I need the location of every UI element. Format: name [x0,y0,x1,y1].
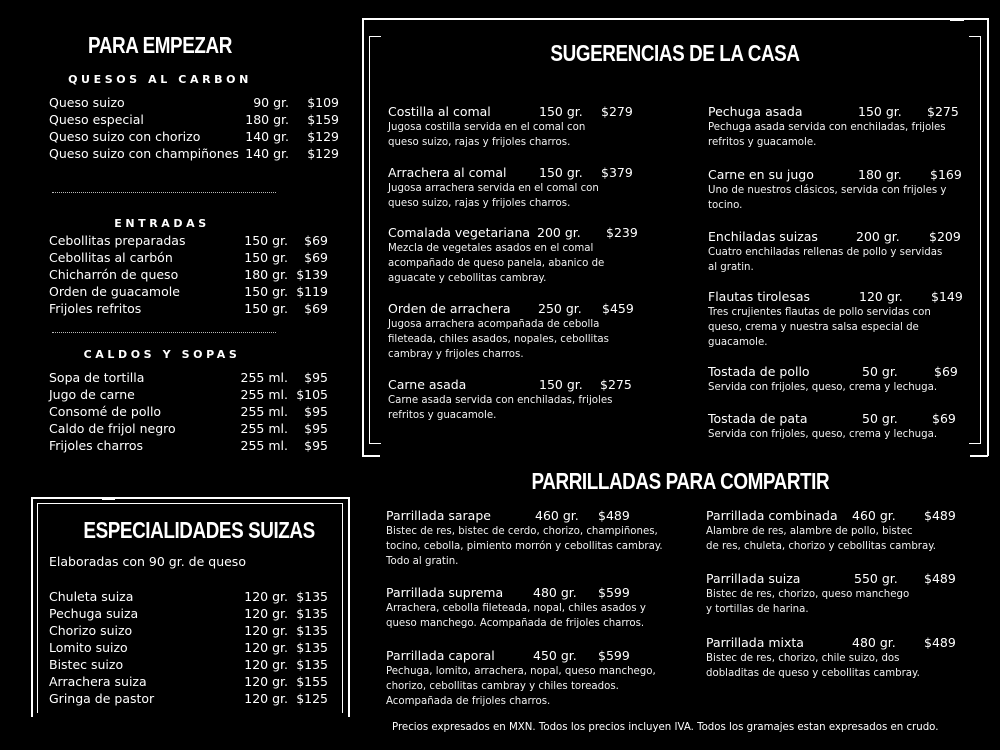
dish-item [706,635,976,681]
dish-price: $489 [598,508,630,523]
quesos-heading: QUESOS AL CARBON [68,73,252,86]
dish-item [706,571,976,617]
menu-row [49,284,328,301]
item-name: Queso especial [49,112,144,127]
parrilladas-title: PARRILLADAS PARA COMPARTIR [531,468,830,494]
dish-item [708,289,968,350]
dish-price: $279 [601,104,633,119]
dish-qty: 450 gr. [533,648,577,663]
item-qty: 150 gr. [244,250,288,265]
item-name: Queso suizo [49,95,125,110]
dish-desc-line: al gratin. [708,262,754,273]
dish-desc-line: Servida con frijoles, queso, crema y lechuga. [708,429,938,440]
dish-name: Carne asada [388,377,467,392]
dish-desc-line: Arrachera, cebolla fileteada, nopal, chiles asados y [386,603,646,614]
menu-row [49,589,328,606]
item-price: $125 [296,691,328,706]
dish-desc-line: Mezcla de vegetales asados en el comal [388,243,594,254]
dish-qty: 460 gr. [852,508,896,523]
dish-desc-line: Alambre de res, alambre de pollo, bistec [706,526,913,537]
item-name: Caldo de frijol negro [49,421,176,436]
dish-desc-line: chorizo, cebollitas cambray y chiles toreados. [386,681,619,692]
dish-price: $599 [598,648,630,663]
item-qty: 140 gr. [245,146,289,161]
dish-qty: 250 gr. [538,301,582,316]
dish-item [386,648,686,709]
item-qty: 255 ml. [240,370,288,385]
item-name: Cebollitas al carbón [49,250,173,265]
item-price: $155 [296,674,328,689]
dotted-divider [52,332,276,333]
dish-desc-line: aguacate y cebollitas cambray. [388,273,547,284]
dish-item [388,225,688,286]
item-qty: 120 gr. [244,674,288,689]
dish-qty: 480 gr. [852,635,896,650]
item-qty: 120 gr. [244,657,288,672]
menu-row [49,370,328,387]
dish-price: $69 [934,364,958,379]
dish-desc-line: Bistec de res, chorizo, chile suizo, dos [706,653,900,664]
item-name: Chorizo suizo [49,623,133,638]
item-qty: 150 gr. [244,284,288,299]
item-price: $139 [296,267,328,282]
dish-desc-line: refritos y guacamole. [708,137,817,148]
dish-price: $489 [924,508,956,523]
item-price: $129 [307,129,339,144]
dish-name: Tostada de pollo [708,364,810,379]
item-qty: 255 ml. [240,387,288,402]
menu-row [49,233,328,250]
item-name: Orden de guacamole [49,284,180,299]
empezar-title: PARA EMPEZAR [88,32,232,58]
dish-desc-line: refritos y guacamole. [388,410,497,421]
dish-desc-line: Tres crujientes flautas de pollo servidas con [708,307,931,318]
dish-item [386,508,686,569]
item-qty: 180 gr. [245,112,289,127]
dish-desc-line: Uno de nuestros clásicos, servida con frijoles y [708,185,947,196]
item-qty: 120 gr. [244,640,288,655]
item-price: $129 [307,146,339,161]
dish-item [708,104,968,150]
item-price: $95 [304,370,328,385]
dish-desc-line: Jugosa arrachera acompañada de cebolla [388,319,600,330]
item-price: $69 [304,250,328,265]
item-name: Cebollitas preparadas [49,233,186,248]
item-price: $135 [296,640,328,655]
dish-price: $379 [601,165,633,180]
dish-price: $149 [931,289,963,304]
dish-desc-line: fileteada, chiles asados, nopales, cebollitas [388,334,609,345]
item-name: Queso suizo con chorizo [49,129,201,144]
dish-desc-line: acompañado de queso panela, abanico de [388,258,605,269]
dish-name: Parrillada combinada [706,508,838,523]
menu-row [49,657,328,674]
item-price: $109 [307,95,339,110]
dish-price: $169 [930,167,962,182]
item-qty: 180 gr. [244,267,288,282]
dish-name: Parrillada caporal [386,648,495,663]
item-price: $135 [296,606,328,621]
dish-desc-line: guacamole. [708,337,768,348]
dish-item [708,167,968,213]
item-name: Arrachera suiza [49,674,147,689]
menu-row [49,691,328,708]
dish-price: $489 [924,571,956,586]
dish-name: Tostada de pata [708,411,808,426]
dish-price: $599 [598,585,630,600]
dish-qty: 150 gr. [539,104,583,119]
menu-row [49,301,328,318]
item-price: $95 [304,404,328,419]
dish-qty: 120 gr. [859,289,903,304]
menu-row [49,129,339,146]
dish-desc-line: Servida con frijoles, queso, crema y lechuga. [708,382,938,393]
item-price: $95 [304,421,328,436]
menu-row [49,438,328,455]
dish-desc-line: Jugosa arrachera servida en el comal con [388,183,599,194]
item-name: Gringa de pastor [49,691,155,706]
menu-row [49,674,328,691]
item-qty: 90 gr. [253,95,289,110]
dish-price: $275 [600,377,632,392]
item-name: Jugo de carne [49,387,135,402]
menu-row [49,250,328,267]
menu-row [49,623,328,640]
item-name: Queso suizo con champiñones [49,146,239,161]
item-price: $69 [304,233,328,248]
dish-price: $69 [932,411,956,426]
item-name: Consomé de pollo [49,404,162,419]
item-price: $95 [304,438,328,453]
dish-desc-line: Pechuga, lomito, arrachera, nopal, queso manchego, [386,666,656,677]
dish-qty: 150 gr. [858,104,902,119]
item-qty: 120 gr. [244,589,288,604]
menu-row [49,404,328,421]
dish-qty: 50 gr. [862,411,898,426]
dish-name: Parrillada suiza [706,571,801,586]
dish-desc-line: Acompañada de frijoles charros. [386,696,551,707]
dish-desc-line: tocino. [708,200,743,211]
dish-desc-line: queso manchego. Acompañada de frijoles charros. [386,618,645,629]
suizas-list [49,589,328,708]
item-name: Chicharrón de queso [49,267,179,282]
item-price: $105 [296,387,328,402]
dish-name: Parrillada suprema [386,585,504,600]
dish-desc-line: Bistec de res, chorizo, queso manchego [706,589,910,600]
item-qty: 150 gr. [244,233,288,248]
item-price: $69 [304,301,328,316]
dish-qty: 200 gr. [537,225,581,240]
dish-price: $209 [929,229,961,244]
dish-price: $239 [606,225,638,240]
dish-item [388,165,688,211]
dish-desc-line: de res, chuleta, chorizo y cebollitas cambray. [706,541,937,552]
dish-price: $459 [602,301,634,316]
suizas-subtitle: Elaboradas con 90 gr. de queso [49,554,246,569]
menu-row [49,640,328,657]
menu-row [49,606,328,623]
dish-item [388,301,688,362]
dish-name: Flautas tirolesas [708,289,811,304]
item-name: Chuleta suiza [49,589,134,604]
dish-item [708,229,968,275]
item-qty: 255 ml. [240,421,288,436]
dish-name: Parrillada sarape [386,508,491,523]
dish-name: Costilla al comal [388,104,491,119]
item-price: $159 [307,112,339,127]
dish-qty: 150 gr. [539,165,583,180]
dish-item [386,585,686,631]
dish-desc-line: y tortillas de harina. [706,604,809,615]
suizas-title: ESPECIALIDADES SUIZAS [83,517,315,543]
dish-desc-line: tocino, cebolla, pimiento morrón y cebollitas cambray. [386,541,663,552]
dish-qty: 200 gr. [856,229,900,244]
dish-name: Enchiladas suizas [708,229,818,244]
dish-desc-line: queso, crema y nuestra salsa especial de [708,322,919,333]
item-qty: 255 ml. [240,438,288,453]
dish-name: Orden de arrachera [388,301,511,316]
menu-row [49,267,328,284]
dotted-divider [52,192,276,193]
menu-row [49,421,328,438]
dish-desc-line: Todo al gratin. [386,556,459,567]
dish-name: Carne en su jugo [708,167,814,182]
item-qty: 150 gr. [244,301,288,316]
item-name: Frijoles charros [49,438,144,453]
dish-desc-line: Carne asada servida con enchiladas, frijoles [388,395,613,406]
dish-name: Comalada vegetariana [388,225,531,240]
dish-desc-line: Jugosa costilla servida en el comal con [388,122,586,133]
entradas-list [49,233,328,318]
item-name: Bistec suizo [49,657,124,672]
menu-row [49,387,328,404]
item-qty: 120 gr. [244,691,288,706]
dish-desc-line: queso suizo, rajas y frijoles charros. [388,137,571,148]
sugerencias-title: SUGERENCIAS DE LA CASA [550,40,800,66]
dish-item [706,508,976,554]
item-name: Lomito suizo [49,640,128,655]
dish-price: $489 [924,635,956,650]
dish-desc-line: Cuatro enchiladas rellenas de pollo y servidas [708,247,943,258]
dish-desc-line: queso suizo, rajas y frijoles charros. [388,198,571,209]
dish-qty: 180 gr. [858,167,902,182]
item-name: Sopa de tortilla [49,370,145,385]
dish-name: Pechuga asada [708,104,803,119]
item-name: Frijoles refritos [49,301,142,316]
dish-qty: 550 gr. [854,571,898,586]
dish-item [708,364,968,395]
dish-desc-line: Pechuga asada servida con enchiladas, frijoles [708,122,946,133]
menu-row [49,112,339,129]
item-price: $135 [296,589,328,604]
item-price: $135 [296,623,328,638]
item-price: $135 [296,657,328,672]
menu-row [49,146,339,163]
item-qty: 120 gr. [244,606,288,621]
dish-desc-line: dobladitas de queso y cebollitas cambray. [706,668,920,679]
dish-qty: 50 gr. [862,364,898,379]
item-qty: 255 ml. [240,404,288,419]
dish-item [388,104,688,150]
footer-note: Precios expresados en MXN. Todos los precios incluyen IVA. Todos los gramajes estan expresados en crudo. [392,722,939,733]
dish-name: Arrachera al comal [388,165,507,180]
menu-row [49,95,339,112]
dish-desc-line: Bistec de res, bistec de cerdo, chorizo, champiñones, [386,526,658,537]
dish-item [708,411,968,442]
caldos-heading: CALDOS Y SOPAS [83,348,241,361]
item-qty: 120 gr. [244,623,288,638]
dish-item [388,377,688,423]
quesos-list [49,95,339,163]
dish-price: $275 [927,104,959,119]
item-price: $119 [296,284,328,299]
dish-qty: 480 gr. [533,585,577,600]
item-name: Pechuga suiza [49,606,139,621]
item-qty: 140 gr. [245,129,289,144]
dish-qty: 460 gr. [535,508,579,523]
entradas-heading: ENTRADAS [114,217,210,230]
dish-qty: 150 gr. [539,377,583,392]
dish-desc-line: cambray y frijoles charros. [388,349,524,360]
caldos-list [49,370,328,455]
dish-name: Parrillada mixta [706,635,804,650]
